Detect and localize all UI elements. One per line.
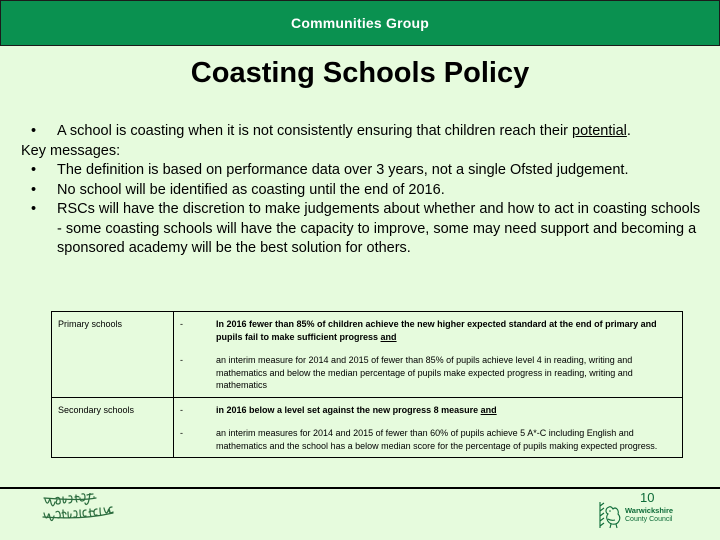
intro-text-after: . bbox=[626, 123, 631, 139]
row-label-primary: Primary schools bbox=[52, 312, 174, 398]
bullet-text: No school will be identified as coasting until the end of 2016. bbox=[57, 181, 445, 198]
bullet-icon: • bbox=[31, 201, 37, 217]
bear-and-ragged-staff-icon bbox=[597, 500, 623, 530]
intro-bullet-text bbox=[57, 122, 704, 142]
row-details-secondary bbox=[174, 397, 683, 458]
intro-underlined-word: potential bbox=[572, 123, 627, 139]
dash-marker: - bbox=[180, 428, 183, 438]
bullet-item-identification bbox=[18, 181, 704, 201]
bullet-item-rsc-discretion bbox=[18, 200, 704, 259]
intro-bullet-row bbox=[18, 122, 704, 142]
bullet-icon: • bbox=[31, 181, 37, 198]
dash-marker: - bbox=[180, 404, 183, 415]
detail-text-before: in 2016 below a level set against the new progress 8 measure bbox=[216, 404, 481, 415]
slide-number: 10 bbox=[640, 490, 655, 505]
wcc-wordmark bbox=[625, 506, 673, 524]
bullet-item-definition bbox=[18, 161, 704, 181]
bullet-icon: • bbox=[31, 162, 37, 178]
detail-underlined: and bbox=[380, 331, 397, 342]
intro-text-before: A school is coasting when it is not consistently ensuring that children reach their bbox=[57, 123, 573, 139]
detail-text-before: In 2016 fewer than 85% of children achieve the new higher expected standard at the end of primary and pupils fail to make sufficient progress bbox=[216, 319, 657, 342]
detail-text bbox=[216, 318, 676, 343]
warwickshire-county-council-logo bbox=[597, 500, 673, 530]
bullet-text: The definition is based on performance data over 3 years, not a single Ofsted judgement. bbox=[57, 162, 629, 178]
body-content bbox=[18, 122, 704, 259]
wcc-name: Warwickshire bbox=[625, 506, 674, 515]
bullet-text: RSCs will have the discretion to make judgements about whether and how to act in coasting schools - some coasting schools will have the capacity to improve, some may need support and becoming a sponsored academy will be the best solution for others. bbox=[57, 201, 701, 256]
header-banner bbox=[0, 0, 720, 46]
working-for-warwickshire-script bbox=[42, 493, 152, 533]
coasting-criteria-table bbox=[51, 311, 683, 458]
dash-marker: - bbox=[180, 355, 183, 365]
header-banner-title: Communities Group bbox=[291, 15, 429, 31]
footer-divider bbox=[0, 487, 720, 489]
detail-text: an interim measure for 2014 and 2015 of fewer than 85% of pupils achieve level 4 in reading, writing and mathematics and below the median percentage of pupils make expected progress in reading, writing and mathematics bbox=[216, 355, 633, 390]
wcc-subtitle: County Council bbox=[625, 516, 673, 523]
key-messages-label: Key messages: bbox=[21, 142, 121, 159]
page-title: Coasting Schools Policy bbox=[190, 57, 530, 89]
detail-text bbox=[216, 404, 676, 417]
table-row bbox=[52, 312, 683, 398]
detail-item bbox=[174, 348, 682, 397]
bullet-icon: • bbox=[31, 123, 37, 139]
dash-marker: - bbox=[180, 319, 183, 329]
detail-item bbox=[174, 421, 682, 457]
detail-item bbox=[174, 398, 682, 422]
row-label-secondary: Secondary schools bbox=[52, 397, 174, 458]
detail-item bbox=[174, 312, 682, 348]
detail-underlined: and bbox=[480, 404, 497, 415]
table-row bbox=[52, 397, 683, 458]
detail-text: an interim measures for 2014 and 2015 of fewer than 60% of pupils achieve 5 A*-C including English and mathematics and the school has a below median score for the percentage of pupils making expected progress. bbox=[216, 428, 658, 451]
row-details-primary bbox=[174, 312, 683, 398]
